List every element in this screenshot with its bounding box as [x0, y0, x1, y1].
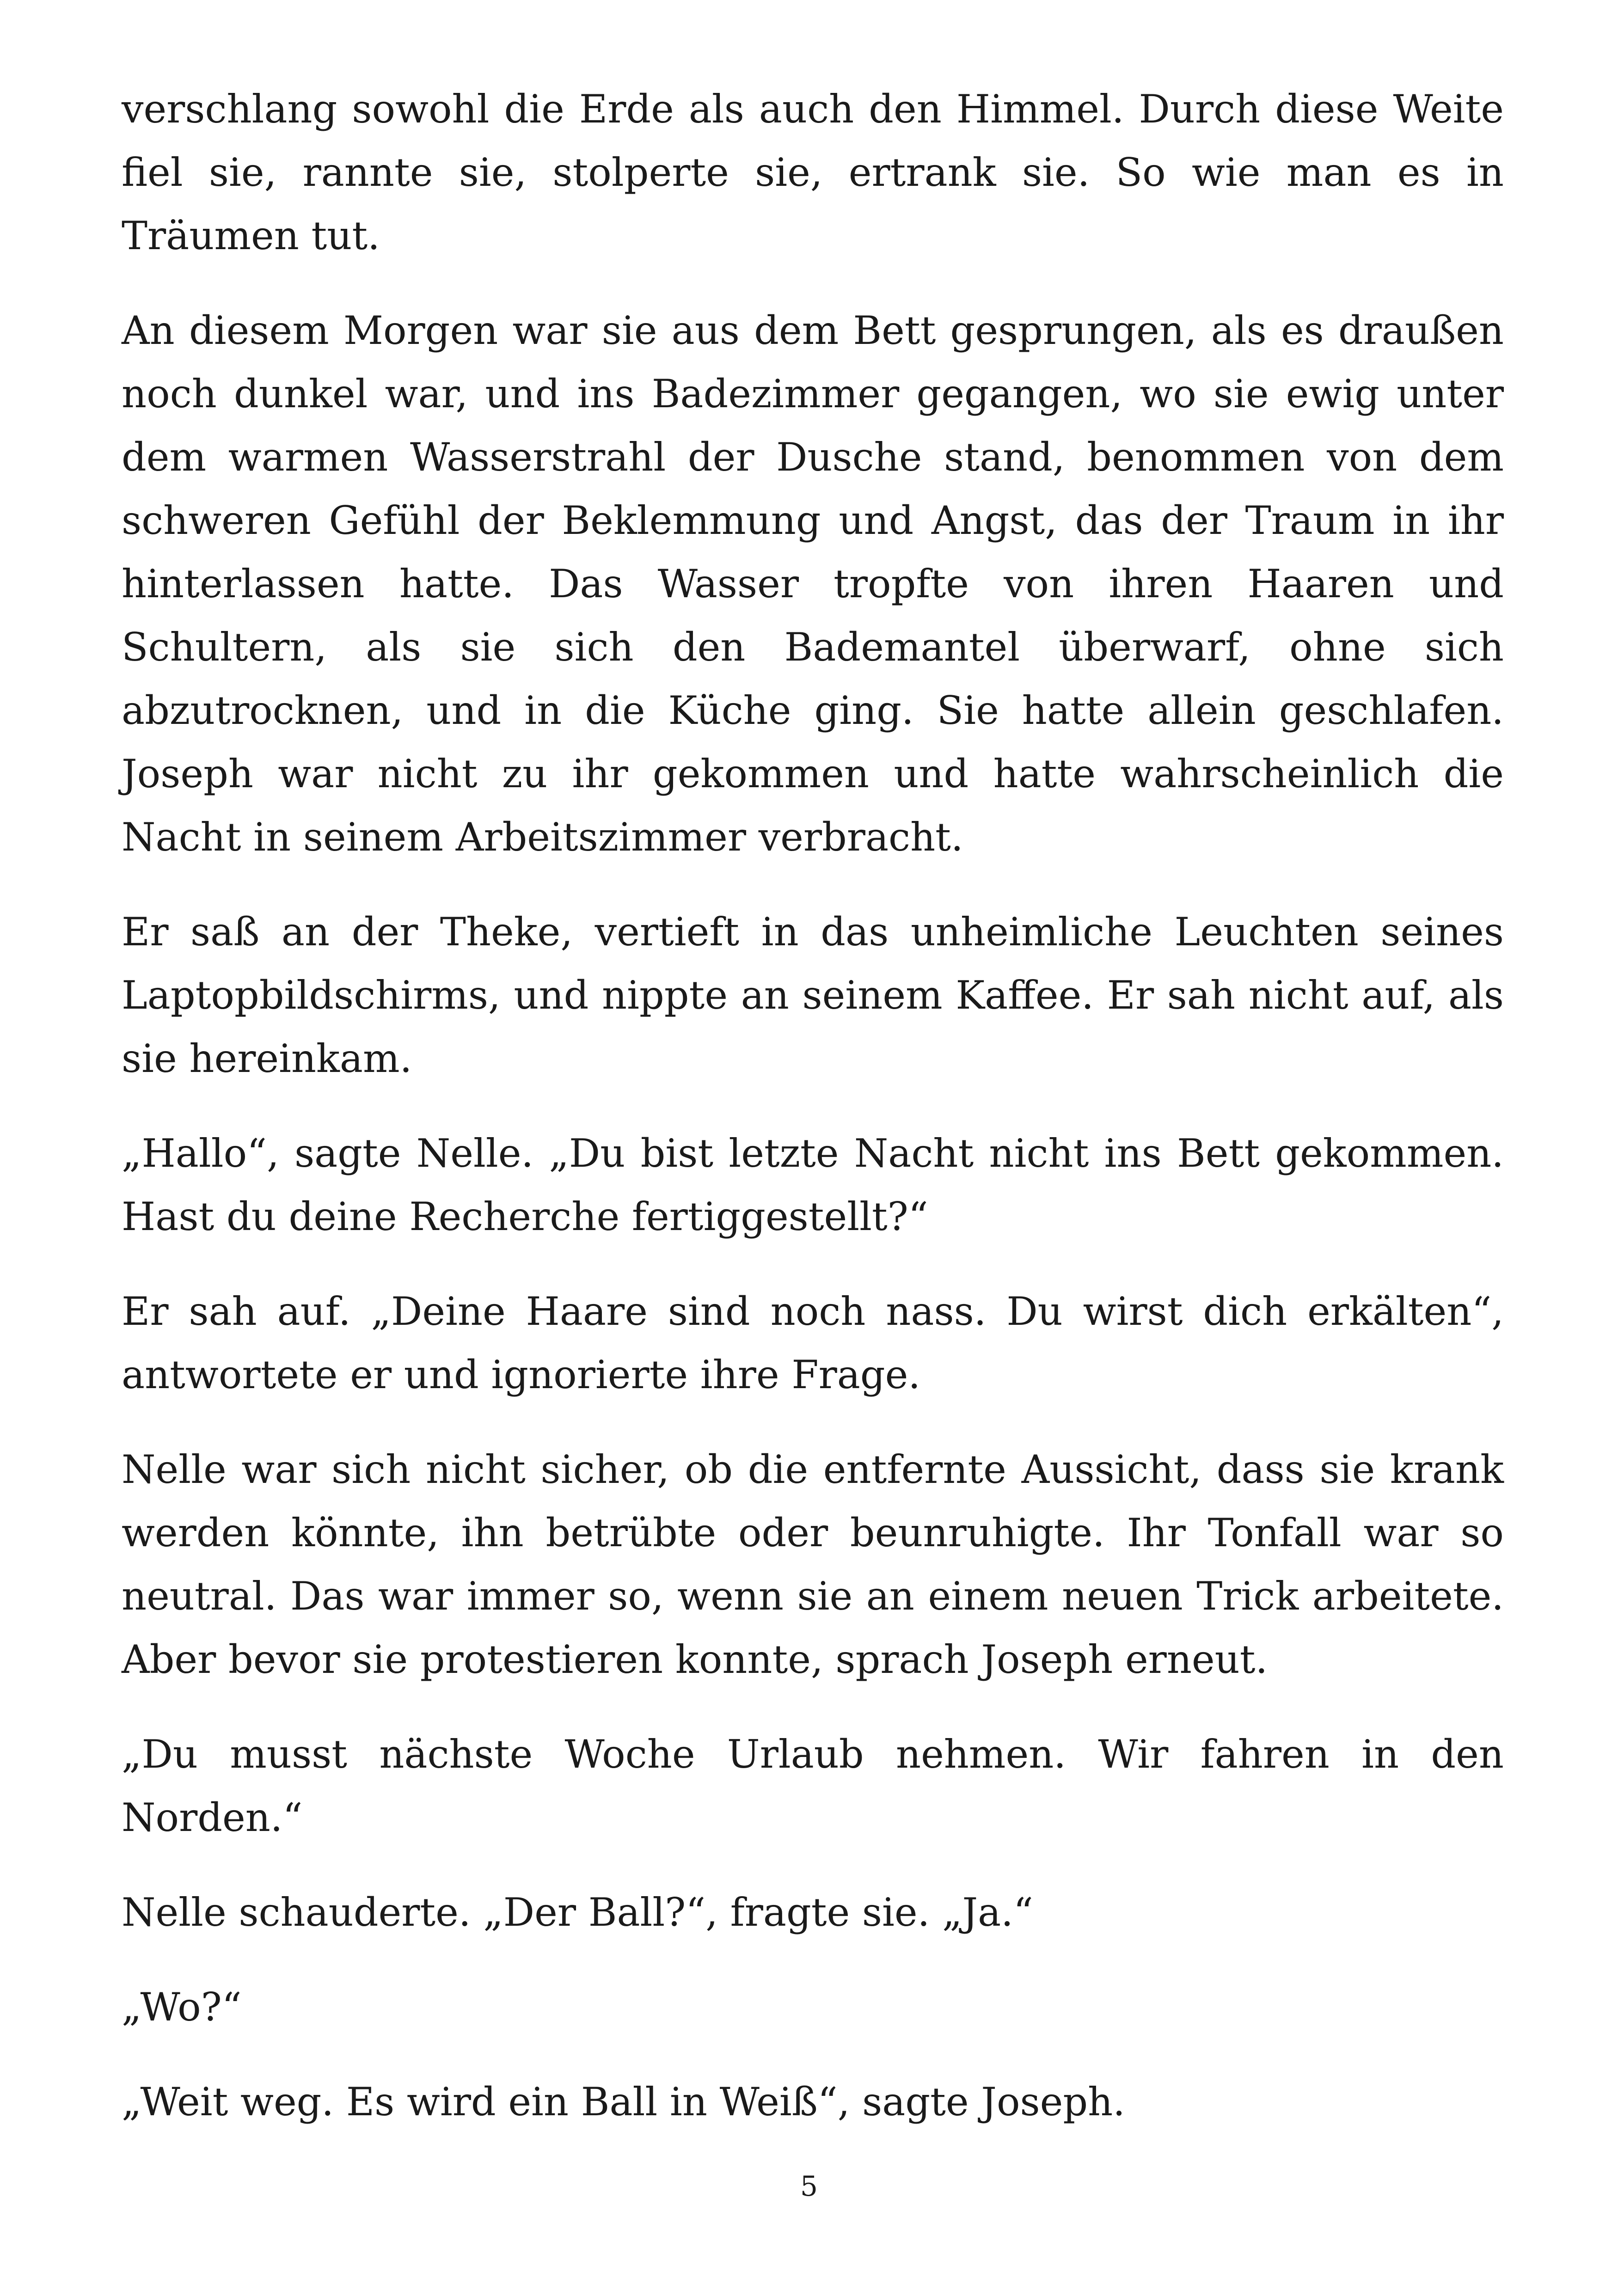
paragraph: „Wo?“	[122, 1984, 242, 2030]
paragraph: Nelle war sich nicht sicher, ob die entfernte Aussicht, dass sie krank werden könnte, ihn betrübte oder beunruhigte. Ihr Tonfall war so neutral. Das war immer so, wenn sie an einem neuen Trick arbeitete. Aber bevor sie protestieren konnte, sprach Joseph erneut.	[122, 1447, 1504, 1682]
paragraph: An diesem Morgen war sie aus dem Bett gesprungen, als es draußen noch dunkel war, und ins Badezimmer gegangen, wo sie ewig unter dem warmen Wasserstrahl der Dusche stand, benommen von dem schweren Gefühl der Beklemmung und Angst, das der Traum in ihr hinterlassen hatte. Das Wasser tropfte von ihren Haaren und Schultern, als sie sich den Bademantel überwarf, ohne sich abzutrocknen, und in die Küche ging. Sie hatte allein geschlafen. Joseph war nicht zu ihr gekommen und hatte wahrscheinlich die Nacht in seinem Arbeitszimmer verbracht.	[122, 308, 1504, 860]
page-number: 5	[800, 2170, 818, 2203]
paragraph: Er sah auf. „Deine Haare sind noch nass. Du wirst dich erkälten“, antwortete er und ignorierte ihre Frage.	[122, 1289, 1504, 1397]
paragraph: verschlang sowohl die Erde als auch den Himmel. Durch diese Weite fiel sie, rannte sie, stolperte sie, ertrank sie. So wie man es in Träumen tut.	[122, 86, 1504, 258]
paragraph: „Weit weg. Es wird ein Ball in Weiß“, sagte Joseph.	[122, 2079, 1125, 2125]
paragraph: Nelle schauderte. „Der Ball?“, fragte sie. „Ja.“	[122, 1890, 1033, 1935]
page-body	[122, 78, 1504, 2165]
paragraph: Er saß an der Theke, vertieft in das unheimliche Leuchten seines Laptopbildschirms, und nippte an seinem Kaffee. Er sah nicht auf, als sie hereinkam.	[122, 909, 1504, 1081]
paragraph: „Hallo“, sagte Nelle. „Du bist letzte Nacht nicht ins Bett gekommen. Hast du deine Recherche fertiggestellt?“	[122, 1131, 1504, 1239]
paragraph: „Du musst nächste Woche Urlaub nehmen. Wir fahren in den Norden.“	[122, 1732, 1504, 1840]
